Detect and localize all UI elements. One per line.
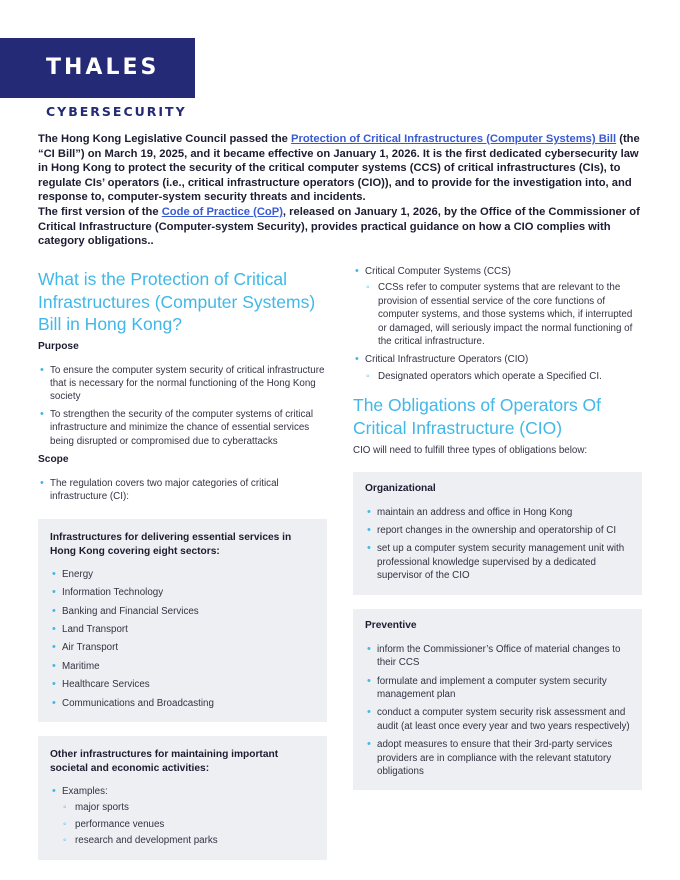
list-item bbox=[353, 265, 642, 348]
cio-sublist bbox=[365, 370, 642, 383]
list-item: ◦ CCSs refer to computer systems that are relevant to the provision of essential service of the core functions of computer systems, and those systems which, if interrupted or damaged, will seriously impact the normal functioning of the critical infrastructure. bbox=[365, 281, 642, 348]
box-title: Other infrastructures for maintaining important societal and economic activities: bbox=[50, 749, 279, 774]
list-item: ◦ Designated operators which operate a Specified CI. bbox=[365, 370, 642, 383]
list-item: • Banking and Financial Services bbox=[50, 605, 315, 618]
intro-text: , released on January 1, 2026, by the Office of the Commissioner of Critical Infrastructure (Computer-system Security), provides practical guidance on how a CIO complies with category obligations.. bbox=[38, 205, 640, 248]
scope-list bbox=[38, 477, 327, 504]
intro-text: (the “CI Bill”) on March 19, 2025, and it became effective on January 1, 2026. It is the first dedicated cybersecurity law in Hong Kong to protect the security of the critical computer systems (CCS) of critical infrastructures (CIs), to regulate CIs’ operators (i.e., critical infrastructure operators (CIO)), and to provide for the investigation into, and response to, computer-system security threats and incidents. bbox=[38, 133, 640, 204]
cio-label: Critical Infrastructure Operators (CIO) bbox=[365, 354, 529, 366]
list-item bbox=[353, 353, 642, 383]
left-column bbox=[38, 268, 327, 860]
ccs-sublist bbox=[365, 281, 642, 348]
brand-logo: THALES bbox=[46, 55, 160, 80]
list-item: • set up a computer system security management unit with professional knowledge supervised by a dedicated supervisor of the CIO bbox=[365, 542, 630, 582]
list-item: • To strengthen the security of the computer systems of critical infrastructure and minimize the chance of essential services being disrupted or compromised due to cyberattacks bbox=[38, 408, 327, 448]
box-title: Preventive bbox=[365, 619, 417, 631]
list-item: • The regulation covers two major categories of critical infrastructure (CI): bbox=[38, 477, 327, 504]
section-heading-obligations: The Obligations of Operators Of Critical Infrastructure (CIO) bbox=[353, 395, 602, 438]
purpose-list bbox=[38, 364, 327, 448]
obligations-lead: CIO will need to fulfill three types of obligations below: bbox=[353, 445, 588, 457]
brand-division: CYBERSECURITY bbox=[46, 104, 187, 119]
list-item: • report changes in the ownership and operatorship of CI bbox=[365, 524, 630, 537]
intro-paragraph-2 bbox=[38, 205, 642, 249]
ccs-label: Critical Computer Systems (CCS) bbox=[365, 266, 511, 277]
list-item: • Energy bbox=[50, 568, 315, 581]
definitions-list bbox=[353, 265, 642, 383]
organizational-list bbox=[365, 506, 630, 583]
list-item: ◦ research and development parks bbox=[62, 834, 315, 847]
list-item: • Land Transport bbox=[50, 623, 315, 636]
code-of-practice-link[interactable]: Code of Practice (CoP) bbox=[161, 205, 283, 218]
list-item: • Healthcare Services bbox=[50, 678, 315, 691]
box-title: Organizational bbox=[365, 482, 436, 494]
list-item: • Information Technology bbox=[50, 586, 315, 599]
intro-text: The Hong Kong Legislative Council passed the bbox=[38, 133, 291, 145]
examples-sublist bbox=[62, 801, 315, 847]
preventive-list bbox=[365, 643, 630, 779]
intro-text: The first version of the bbox=[38, 205, 162, 218]
list-item: • formulate and implement a computer system security management plan bbox=[365, 675, 630, 702]
list-item: • maintain an address and office in Hong Kong bbox=[365, 506, 630, 519]
list-item: • Maritime bbox=[50, 660, 315, 673]
purpose-title: Purpose bbox=[38, 340, 79, 352]
preventive-box bbox=[353, 609, 642, 791]
list-item: • Air Transport bbox=[50, 641, 315, 654]
ci-bill-link[interactable]: Protection of Critical Infrastructures (Computer Systems) Bill bbox=[291, 133, 617, 145]
list-item: ◦ performance venues bbox=[62, 818, 315, 831]
other-infrastructures-box bbox=[38, 736, 327, 860]
scope-title: Scope bbox=[38, 453, 69, 465]
section-heading-bill: What is the Protection of Critical Infrastructures (Computer Systems) Bill in Hong Kong? bbox=[38, 269, 316, 334]
right-column bbox=[353, 265, 642, 790]
list-item bbox=[50, 785, 315, 848]
intro-paragraph-1 bbox=[38, 132, 642, 205]
examples-list bbox=[50, 785, 315, 848]
list-item: • adopt measures to ensure that their 3rd-party services providers are in compliance with the relevant statutory obligations bbox=[365, 738, 630, 778]
box-title: Infrastructures for delivering essential services in Hong Kong covering eight sectors: bbox=[50, 531, 292, 557]
list-item: • inform the Commissioner’s Office of material changes to their CCS bbox=[365, 643, 630, 670]
list-item: • conduct a computer system security risk assessment and audit (at least once every year and two years respectively) bbox=[365, 706, 630, 733]
list-item: • Communications and Broadcasting bbox=[50, 697, 315, 710]
organizational-box bbox=[353, 472, 642, 595]
intro-section bbox=[38, 132, 642, 249]
list-item: ◦ major sports bbox=[62, 801, 315, 814]
essential-services-box bbox=[38, 519, 327, 722]
examples-label: Examples: bbox=[62, 786, 108, 797]
list-item: • To ensure the computer system security of critical infrastructure that is necessary for the normal functioning of the Hong Kong society bbox=[38, 364, 327, 404]
sector-list bbox=[50, 568, 315, 710]
